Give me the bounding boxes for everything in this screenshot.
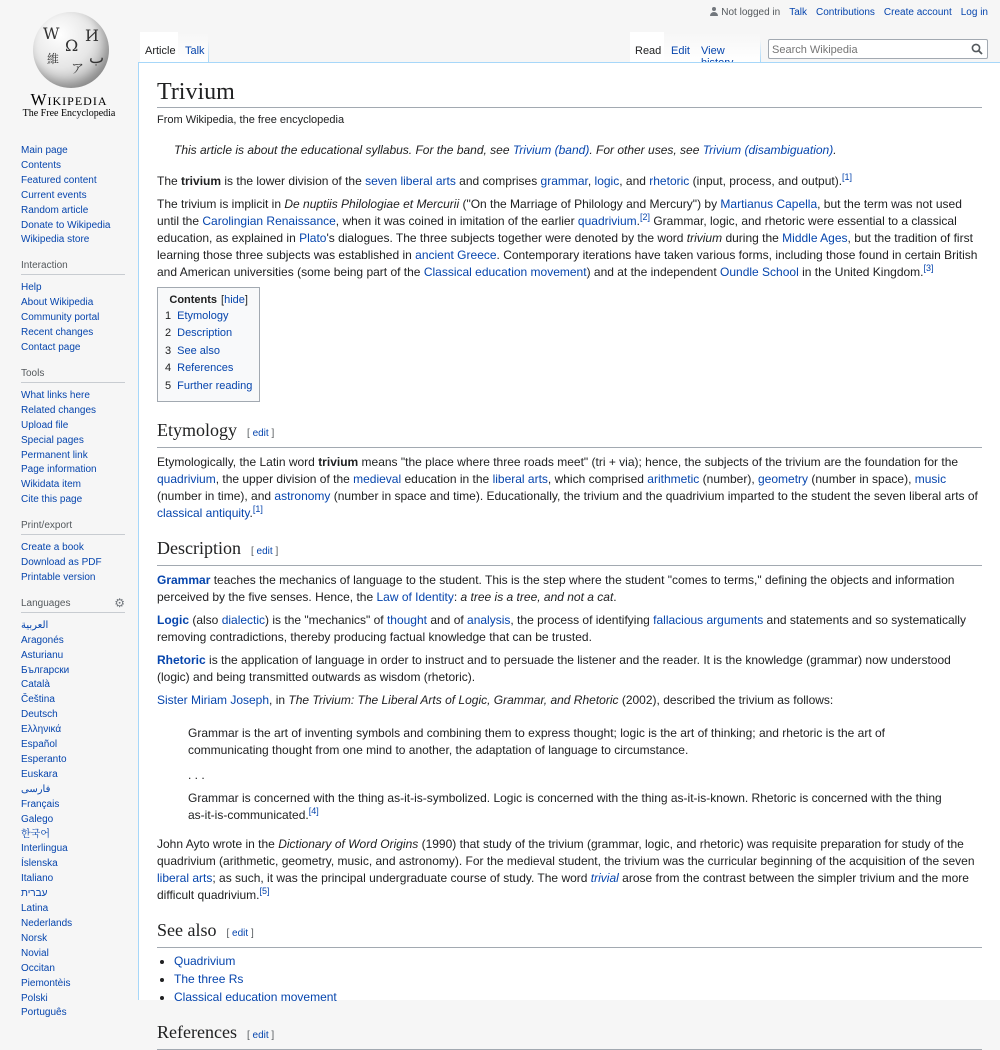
reference-link[interactable]: [1] [842, 172, 853, 182]
globe-glyph: W [43, 24, 60, 43]
sidebar-item-label[interactable]: Random article [21, 204, 89, 216]
link-medieval[interactable]: medieval [353, 472, 402, 487]
language-link[interactable]: Interlingua [21, 843, 68, 855]
italic-title: De nuptiis Philologiae et Mercurii [284, 197, 460, 211]
reference-link[interactable]: [4] [308, 806, 319, 817]
description-rhetoric-paragraph [157, 652, 982, 686]
language-link[interactable]: Galego [21, 813, 54, 825]
language-item[interactable] [21, 783, 125, 798]
edit-section-link[interactable]: edit [232, 928, 249, 940]
language-item[interactable] [21, 857, 125, 872]
not-logged-in-label: Not logged in [721, 7, 781, 18]
sidebar-heading-interaction: Interaction [21, 260, 125, 275]
link-quadrivium[interactable]: Quadrivium [174, 954, 236, 969]
sidebar-item-help[interactable] [21, 281, 125, 296]
personal-tools [710, 7, 988, 18]
reference-link[interactable]: [3] [923, 263, 934, 273]
text: . [613, 590, 617, 605]
toc-number: 4 [165, 362, 172, 375]
toc-item-description[interactable] [165, 325, 252, 342]
sidebar-item-main-page[interactable] [21, 144, 125, 159]
language-item[interactable] [21, 932, 125, 947]
sidebar-item-permanent-link[interactable] [21, 449, 125, 464]
language-link[interactable]: Čeština [21, 694, 55, 706]
toc-number: 2 [165, 327, 172, 340]
logo-wordmark: Wikipedia [30, 90, 108, 109]
text: (input, process, and output). [689, 174, 843, 188]
toc-link[interactable]: Etymology [177, 310, 229, 322]
language-item[interactable] [21, 917, 125, 932]
language-item[interactable] [21, 753, 125, 768]
sidebar-item-label[interactable]: About Wikipedia [21, 297, 94, 309]
link-rhetoric[interactable]: rhetoric [649, 174, 690, 188]
sidebar-item-label[interactable]: Cite this page [21, 494, 83, 506]
globe-glyph: ア [71, 62, 85, 77]
language-item[interactable] [21, 902, 125, 917]
toc-number: 5 [165, 379, 172, 392]
section-edit: [ edit ] [226, 928, 254, 940]
section-title: Description [157, 538, 241, 559]
sidebar-item-download-pdf[interactable] [21, 556, 125, 571]
list-item[interactable] [174, 970, 982, 988]
bold-term: trivium [181, 174, 222, 188]
language-link[interactable]: Български [21, 664, 70, 676]
text: (number in space), [808, 472, 915, 487]
language-link[interactable]: Català [21, 679, 50, 691]
toc-item-see-also[interactable] [165, 343, 252, 360]
italic-term: trivium [686, 231, 723, 245]
text: , when it was coined in imitation of the earlier [335, 214, 578, 228]
language-item[interactable] [21, 768, 125, 783]
language-link[interactable]: Norsk [21, 932, 48, 944]
blockquote [157, 725, 982, 824]
edit-section-link[interactable]: edit [252, 1030, 269, 1042]
text: means "the place where three roads meet" (tri + via); hence, the subjects of the trivium are the foundation for the [358, 455, 959, 470]
search-icon[interactable] [971, 43, 983, 55]
sidebar-item-label[interactable]: Featured content [21, 174, 97, 186]
sidebar-item-printable-version[interactable] [21, 571, 125, 586]
sidebar-item-create-book[interactable] [21, 541, 125, 556]
link-the-three-rs[interactable]: The three Rs [174, 972, 244, 987]
site-subtitle: From Wikipedia, the free encyclopedia [157, 114, 345, 126]
sidebar-item-label[interactable]: Recent changes [21, 327, 94, 339]
language-link[interactable]: العربية [21, 619, 49, 631]
text: (number), [699, 472, 758, 487]
bold-term: trivium [318, 455, 359, 470]
toc-number: 1 [165, 310, 172, 322]
link-classical-education-movement[interactable]: Classical education movement [423, 265, 587, 279]
sidebar-item-random-article[interactable] [21, 204, 125, 219]
globe-glyph: 維 [47, 52, 60, 66]
section-edit: [ edit ] [246, 1030, 275, 1042]
language-item[interactable] [21, 634, 125, 649]
link-quadrivium[interactable]: quadrivium [577, 214, 637, 228]
sidebar-item-contents[interactable] [21, 159, 125, 174]
language-link[interactable]: Português [21, 1007, 67, 1019]
hatnote-text: This article is about the educational syllabus. For the band, see [174, 143, 513, 157]
text: , but the tradition of first learning those three subjects was established in [157, 231, 973, 262]
text: The [157, 174, 182, 188]
language-link[interactable]: Italiano [21, 873, 54, 885]
language-link[interactable]: فارسی [21, 783, 51, 795]
sidebar-item-wikidata-item[interactable] [21, 478, 125, 493]
text: , [587, 174, 595, 188]
sidebar-item-special-pages[interactable] [21, 434, 125, 449]
tab-edit-label[interactable]: Edit [671, 45, 690, 57]
hatnote-text: . [833, 143, 837, 157]
text: , and [619, 174, 650, 188]
sidebar-item-label[interactable]: Page information [21, 464, 97, 476]
sidebar-item-label[interactable]: Upload file [21, 419, 69, 431]
section-heading-description [157, 536, 982, 566]
link-classical-education-movement[interactable]: Classical education movement [174, 990, 337, 1005]
link-geometry[interactable]: geometry [758, 472, 809, 487]
section-title: Etymology [157, 420, 237, 441]
sidebar-item-recent-changes[interactable] [21, 326, 125, 341]
user-icon [710, 7, 718, 16]
tab-read[interactable] [630, 32, 664, 62]
text: teaches the mechanics of language to the student. This is the step where the student "comes to terms," defining the objects and information perceived by the five senses. Hence, the [157, 573, 955, 605]
language-item[interactable] [21, 708, 125, 723]
toc-item-etymology[interactable] [165, 308, 252, 325]
language-item[interactable] [21, 828, 125, 843]
quote-ellipsis: . . . [188, 768, 205, 783]
wikipedia-logo[interactable] [0, 0, 138, 128]
contributions-link[interactable]: Contributions [816, 7, 875, 18]
text: . [636, 214, 640, 228]
text: (number in space and time). Educationally, the trivium and the quadrivium imparted to the student the seven liberal arts of [330, 489, 978, 504]
toc-hide-link[interactable]: hide [224, 294, 245, 306]
language-link[interactable]: עברית [21, 888, 48, 900]
text: The trivium is implicit in [157, 197, 285, 211]
sidebar-heading-tools: Tools [21, 368, 125, 383]
link-martianus-capella[interactable]: Martianus Capella [720, 197, 818, 211]
link-logic[interactable]: logic [594, 174, 620, 188]
text: 's dialogues. The three subjects together were denoted by the word [326, 231, 687, 245]
text: is the application of language in order to instruct and to persuade the listener and the reader. It is the knowledge (grammar) now understood (logic) and being transmitted outwards as wisdom (rhetoric). [157, 653, 951, 685]
link-trivial[interactable]: trivial [590, 871, 619, 886]
text: , in [269, 693, 289, 708]
sidebar-item-donate[interactable] [21, 219, 125, 234]
link-grammar[interactable]: grammar [540, 174, 588, 188]
text: (2002), described the trivium as follows: [618, 693, 834, 708]
section-title: References [157, 1022, 237, 1043]
language-item[interactable] [21, 842, 125, 857]
tab-separator [760, 40, 761, 62]
sidebar-item-label[interactable]: Donate to Wikipedia [21, 219, 111, 231]
tab-edit[interactable] [664, 32, 694, 62]
sidebar-item-featured-content[interactable] [21, 174, 125, 189]
link-quadrivium[interactable]: quadrivium [157, 472, 216, 487]
toc-hide-toggle[interactable]: [hide] [221, 294, 248, 306]
list-item[interactable] [174, 988, 982, 1006]
sidebar-heading-print-export: Print/export [21, 520, 125, 535]
language-link[interactable]: Español [21, 739, 58, 751]
sidebar-print-export [21, 520, 125, 586]
sidebar-item-label[interactable]: Special pages [21, 434, 84, 446]
create-account-link[interactable]: Create account [883, 7, 952, 18]
language-item[interactable] [21, 619, 125, 634]
language-link[interactable]: Ελληνικά [21, 724, 62, 736]
hatnote [157, 141, 982, 159]
sidebar-item-contact-page[interactable] [21, 341, 125, 356]
language-link[interactable]: Polski [21, 992, 48, 1004]
toc-title-label: Contents [169, 294, 218, 306]
reference-link[interactable]: [5] [259, 886, 270, 897]
reference-link[interactable]: [1] [252, 504, 263, 515]
text: . [249, 506, 253, 521]
language-link[interactable]: Asturianu [21, 649, 64, 661]
section-title: See also [157, 920, 217, 941]
text: John Ayto wrote in the [157, 837, 279, 852]
description-joseph-paragraph [157, 692, 982, 709]
link-classical-antiquity[interactable]: classical antiquity [157, 506, 250, 521]
sidebar-item-label[interactable]: Contact page [21, 341, 81, 353]
sidebar-item-about[interactable] [21, 296, 125, 311]
tab-view-history-label[interactable]: View [701, 45, 725, 57]
language-item[interactable] [21, 664, 125, 679]
logo-tagline: The Free Encyclopedia [22, 108, 116, 119]
sidebar-item-label[interactable]: Printable version [21, 571, 96, 583]
hatnote-text: . For other uses, see [589, 143, 703, 157]
reference-link[interactable]: [2] [639, 212, 650, 222]
link-plato[interactable]: Plato [299, 231, 327, 245]
link-liberal-arts[interactable]: liberal arts [492, 472, 548, 487]
text: is the lower division of the [221, 174, 366, 188]
link-trivium-disambiguation[interactable]: Trivium (disambiguation) [702, 143, 834, 157]
sidebar-item-current-events[interactable] [21, 189, 125, 204]
sidebar-item-label[interactable]: Related changes [21, 404, 97, 416]
sidebar-item-community-portal[interactable] [21, 311, 125, 326]
language-item[interactable] [21, 723, 125, 738]
text: Grammar is concerned with the thing as-it-is-symbolized. Logic is concerned with the thing as-it-is-known. Rhetoric is concerned with the thing as-it-is-communicated. [188, 791, 942, 823]
language-item[interactable] [21, 992, 125, 1007]
text: (1990) that study of the trivium (grammar, logic, and rhetoric) was requisite preparation for study of the quadrivium (arithmetic, geometry, music, and astronomy). For the medieval student, the trivium was the curricular beginning of the acquisition of the seven [157, 837, 975, 869]
text: (also [189, 613, 222, 628]
sidebar-item-label[interactable]: What links here [21, 389, 90, 401]
description-logic-paragraph [157, 612, 982, 646]
text: in the United Kingdom. [798, 265, 924, 279]
text: , but the term was not used until the [157, 197, 962, 228]
tab-talk[interactable] [178, 32, 208, 62]
see-also-list [157, 952, 982, 1006]
intro-paragraph-2 [157, 196, 982, 281]
text: ("On the Marriage of Philology and Mercury") by [459, 197, 721, 211]
sidebar-item-related-changes[interactable] [21, 404, 125, 419]
language-link[interactable]: Novial [21, 947, 49, 959]
toc-title [165, 294, 252, 306]
language-link[interactable]: Esperanto [21, 754, 67, 765]
not-logged-in [710, 7, 780, 18]
text: , the upper division of the [215, 472, 354, 487]
italic-title: Dictionary of Word Origins [278, 837, 419, 852]
log-in-link[interactable]: Log in [960, 7, 988, 18]
text: Grammar, logic, and rhetoric were essential to a classical education, as explained in [157, 214, 957, 245]
link-thought[interactable]: thought [386, 613, 427, 628]
text: : [453, 590, 461, 605]
language-list [21, 619, 125, 1021]
link-oundle-school[interactable]: Oundle School [720, 265, 799, 279]
language-item[interactable] [21, 962, 125, 977]
search-input[interactable] [769, 41, 962, 59]
sidebar-item-page-information[interactable] [21, 463, 125, 478]
link-arithmetic[interactable]: arithmetic [647, 472, 700, 487]
link-music[interactable]: music [914, 472, 947, 487]
text: and of [427, 613, 468, 628]
link-dialectic[interactable]: dialectic [221, 613, 266, 628]
tab-talk-label[interactable]: Talk [185, 45, 205, 57]
tab-separator [208, 40, 209, 62]
sidebar-item-label[interactable]: Permanent link [21, 449, 88, 461]
toc-link[interactable]: Further reading [177, 379, 253, 392]
text: . Contemporary iterations have taken various forms, including those found in certain British and American universities (some being part of the [157, 248, 978, 279]
sidebar-item-label[interactable]: Help [21, 282, 42, 294]
talk-link[interactable]: Talk [789, 7, 807, 18]
language-item[interactable] [21, 813, 125, 828]
section-heading-see-also [157, 918, 982, 948]
language-item[interactable] [21, 977, 125, 992]
section-heading-references [157, 1020, 982, 1050]
sidebar-item-cite-this-page[interactable] [21, 493, 125, 508]
toc-number: 3 [165, 344, 172, 357]
language-item[interactable] [21, 947, 125, 962]
globe-glyph: ب [89, 48, 105, 67]
link-middle-ages[interactable]: Middle Ages [782, 231, 848, 245]
link-sister-miriam-joseph[interactable]: Sister Miriam Joseph [157, 693, 270, 708]
globe-glyph: И [85, 26, 99, 45]
description-ayto-paragraph [157, 836, 982, 904]
text: and comprises [455, 174, 541, 188]
globe-glyph: Ω [65, 36, 79, 55]
edit-section-link[interactable]: edit [256, 546, 273, 558]
toc-item-further-reading[interactable] [165, 378, 252, 395]
sidebar-item-label[interactable]: Create a book [21, 542, 84, 554]
language-item[interactable] [21, 798, 125, 813]
language-link[interactable]: Euskara [21, 768, 58, 780]
language-link[interactable]: Nederlands [21, 917, 73, 929]
language-link[interactable]: Occitan [21, 962, 55, 974]
languages-heading-label: Languages [21, 597, 71, 609]
search-box[interactable] [768, 39, 988, 59]
sidebar-interaction [21, 260, 125, 356]
sidebar-item-store[interactable] [21, 233, 125, 248]
edit-section-link[interactable]: edit [252, 428, 269, 440]
list-item[interactable] [174, 952, 982, 970]
sidebar-item-what-links-here[interactable] [21, 389, 125, 404]
sidebar-languages [21, 595, 125, 1021]
link-ancient-greece[interactable]: ancient Greece [415, 248, 497, 262]
language-item[interactable] [21, 693, 125, 708]
tab-article[interactable] [140, 32, 178, 62]
link-rhetoric[interactable]: Rhetoric [157, 653, 206, 668]
text: education in the [401, 472, 493, 487]
language-item[interactable] [21, 887, 125, 902]
toc-link[interactable]: References [177, 362, 234, 375]
text: ) and at the independent [586, 265, 721, 279]
language-item[interactable] [21, 1006, 125, 1021]
language-item[interactable] [21, 738, 125, 753]
sidebar-heading-languages [21, 595, 125, 613]
language-link[interactable]: Latina [21, 903, 49, 915]
sidebar-tools [21, 368, 125, 508]
toc-link[interactable]: Description [177, 327, 233, 340]
description-grammar-paragraph [157, 572, 982, 606]
language-item[interactable] [21, 678, 125, 693]
sidebar-item-label[interactable]: Current events [21, 189, 87, 201]
text: , which comprised [547, 472, 648, 487]
language-link[interactable]: Français [21, 798, 60, 810]
text: ; as such, it was the principal undergraduate course of study. The word [212, 871, 591, 886]
sidebar-item-label[interactable]: Download as PDF [21, 557, 102, 569]
language-item[interactable] [21, 649, 125, 664]
text: ) is the "mechanics" of [265, 613, 387, 628]
page-title: Trivium [157, 78, 982, 108]
sidebar-item-label[interactable]: Contents [21, 159, 62, 171]
tab-read-label[interactable]: Read [635, 45, 662, 57]
link-seven-liberal-arts[interactable]: seven liberal arts [365, 174, 456, 188]
puzzle-globe-icon [33, 12, 109, 88]
link-analysis[interactable]: analysis [467, 613, 511, 628]
language-link[interactable]: 한국어 [21, 828, 50, 840]
gear-icon[interactable]: ⚙ [114, 595, 125, 610]
text: Etymologically, the Latin word [157, 455, 319, 470]
quote-paragraph: Grammar is the art of inventing symbols and combining them to express thought; logic is the art of thinking; and rhetoric is the art of communicating thought from one mind to another, the adaptation of language to circumstance. [188, 726, 886, 758]
etymology-paragraph [157, 454, 982, 522]
language-link[interactable]: Íslenska [21, 858, 58, 870]
sidebar-item-upload-file[interactable] [21, 419, 125, 434]
sidebar-item-label[interactable]: Community portal [21, 312, 100, 324]
sidebar [0, 140, 138, 1033]
sidebar-navigation [21, 144, 125, 248]
toc-item-references[interactable] [165, 360, 252, 377]
text: , the process of identifying [510, 613, 654, 628]
link-carolingian-renaissance[interactable]: Carolingian Renaissance [202, 214, 336, 228]
intro-paragraph-1 [157, 173, 982, 190]
italic-text: a tree is a tree, and not a cat [460, 590, 614, 605]
text: (number in time), and [157, 489, 275, 504]
language-link[interactable]: Piemontèis [21, 977, 71, 989]
link-liberal-arts[interactable]: liberal arts [157, 871, 213, 886]
link-law-of-identity[interactable]: Law of Identity [376, 590, 454, 605]
toc-link[interactable]: See also [177, 344, 220, 357]
sidebar-item-label[interactable]: Wikipedia store [21, 234, 90, 246]
link-fallacious-arguments[interactable]: fallacious arguments [653, 613, 764, 628]
section-heading-etymology [157, 418, 982, 448]
tab-view-history[interactable] [694, 32, 760, 62]
tab-article-label[interactable]: Article [145, 45, 176, 57]
text: arose from the contrast between the simpler trivium and the more difficult quadrivium. [157, 871, 969, 903]
section-edit: [ edit ] [250, 546, 279, 558]
language-link[interactable]: Aragonés [21, 634, 64, 646]
link-trivium-band[interactable]: Trivium (band) [512, 143, 590, 157]
main-content [138, 62, 1000, 1043]
text: during the [722, 231, 783, 245]
italic-title: The Trivium: The Liberal Arts of Logic, Grammar, and Rhetoric [288, 693, 619, 708]
section-edit: [ edit ] [247, 428, 275, 440]
sidebar-item-label[interactable]: Main page [21, 145, 68, 156]
link-logic[interactable]: Logic [157, 613, 189, 628]
link-astronomy[interactable]: astronomy [274, 489, 331, 504]
text: and statements and so systematically removing contradictions, thereby producing factual knowledge that can be trusted. [157, 613, 966, 645]
language-item[interactable] [21, 872, 125, 887]
link-grammar[interactable]: Grammar [157, 573, 211, 588]
quote-paragraph [188, 790, 942, 824]
language-link[interactable]: Deutsch [21, 709, 58, 721]
table-of-contents [157, 287, 260, 402]
sidebar-item-label[interactable]: Wikidata item [21, 479, 82, 491]
